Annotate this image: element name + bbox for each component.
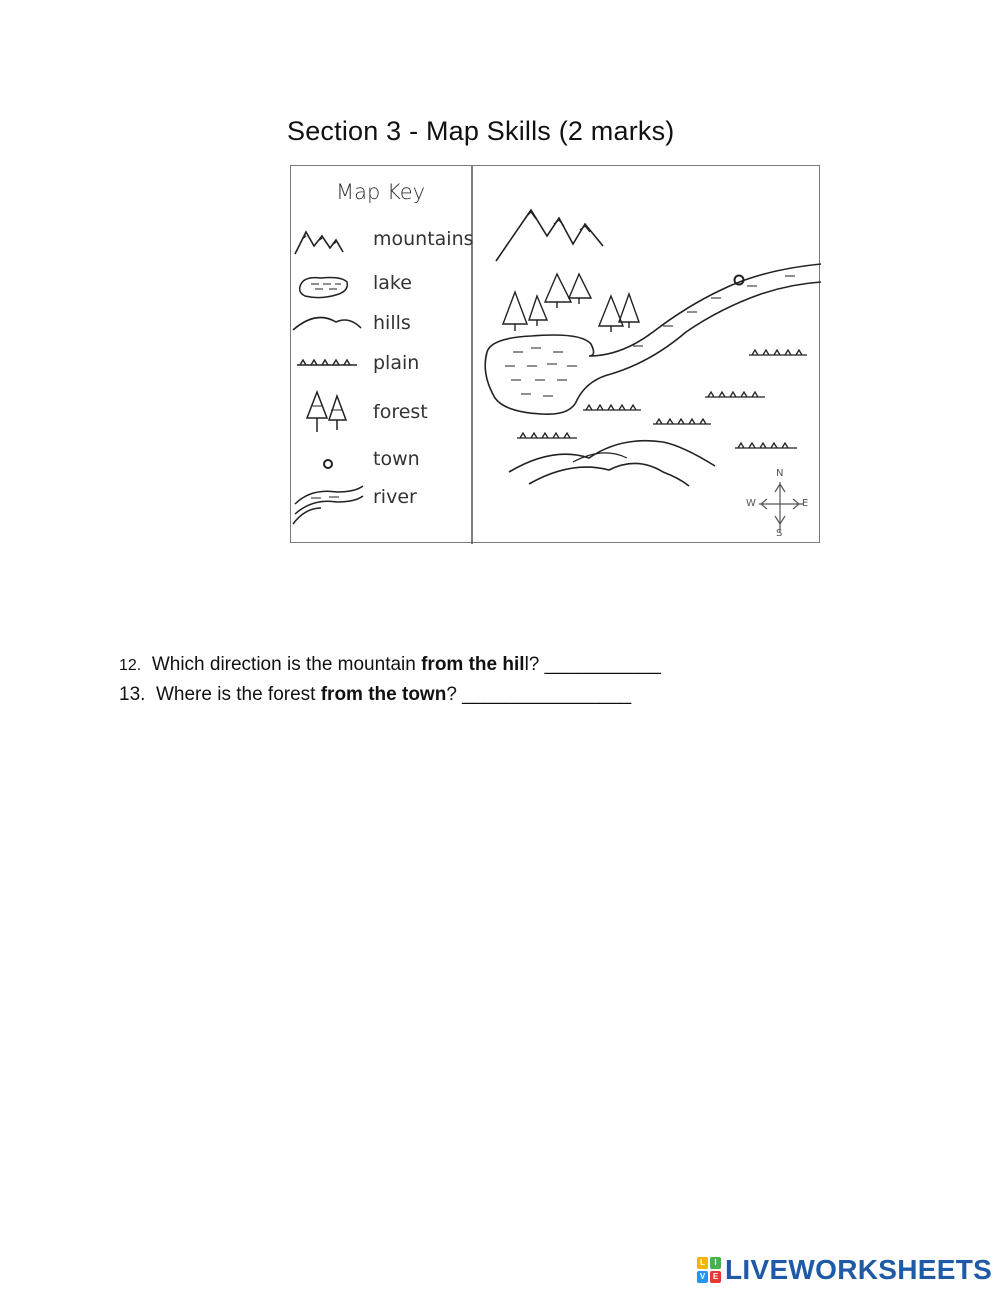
map-drawing [291,166,821,544]
logo-tile: E [710,1271,721,1283]
mountains-icon [295,232,343,254]
liveworksheets-logo [697,1252,992,1288]
key-label-plain: plain [373,352,420,374]
question-number: 12. [119,657,142,674]
map-town [735,276,744,285]
map-hills [509,441,715,486]
question-answer-blank[interactable]: l? ___________ [524,654,661,675]
question-text: Which direction is the mountain [151,654,422,675]
questions-list [119,650,661,709]
question-answer-blank[interactable]: ? ________________ [446,684,632,705]
logo-icon [697,1257,721,1283]
map-mountains [496,210,603,261]
plain-icon [297,360,357,365]
compass-n: N [776,468,784,479]
question-13 [119,680,661,709]
lake-icon [300,278,348,298]
compass-w: W [746,498,756,509]
key-label-hills: hills [373,312,411,334]
map-plains [517,350,807,448]
town-icon [324,460,332,468]
logo-tile: V [697,1271,708,1283]
brand-text: LIVEWORKSHEETS [725,1254,993,1285]
key-label-lake: lake [373,272,412,294]
question-bold: from the hil [421,654,525,675]
question-text: Where is the forest [155,684,321,705]
question-12 [119,650,661,680]
logo-tile: I [710,1257,721,1269]
key-label-town: town [373,448,420,470]
map-figure [290,165,820,543]
compass-rose [759,482,803,532]
question-number: 13. [119,684,146,705]
forest-icon [307,392,346,432]
question-bold: from the town [320,684,447,705]
section-title: Section 3 - Map Skills (2 marks) [287,116,675,146]
logo-tile: L [697,1257,708,1269]
key-label-mountains: mountains [373,228,474,250]
key-label-river: river [373,486,417,508]
key-label-forest: forest [373,401,428,423]
hills-icon [293,318,361,331]
map-key-title: Map Key [336,180,426,204]
map-forest [503,274,639,332]
compass-s: S [776,528,783,539]
map-lake-river [485,264,821,414]
river-icon [293,486,363,524]
compass-e: E [802,498,809,509]
